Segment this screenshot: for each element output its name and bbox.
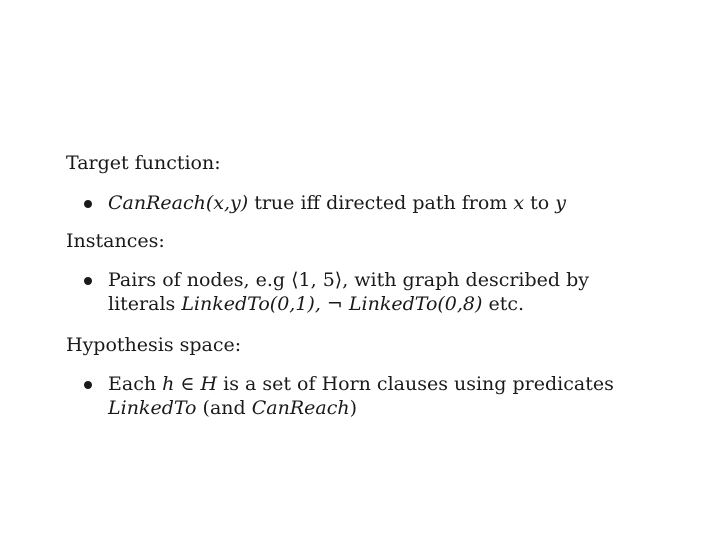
bullet-line — [108, 191, 566, 215]
section-heading-target-function: Target function: — [66, 152, 221, 174]
bullet-text — [108, 372, 614, 420]
bullet-line — [108, 396, 614, 420]
italic-term: CanReach(x,y) — [108, 192, 249, 214]
italic-term: LinkedTo — [108, 397, 197, 419]
italic-term: h — [162, 373, 175, 395]
italic-term: x — [513, 192, 525, 214]
italic-term: LinkedTo(0,1), — [181, 293, 321, 315]
text-run: literals — [108, 293, 182, 315]
italic-term: LinkedTo(0,8) — [348, 293, 483, 315]
text-run: true iff directed path from — [248, 192, 514, 214]
text-run: (and — [196, 397, 252, 419]
italic-term: H — [200, 373, 218, 395]
italic-term: y — [555, 192, 566, 214]
text-run: Pairs of nodes, e.g ⟨1, 5⟩, with graph described by — [108, 269, 590, 291]
bullet-icon — [84, 200, 92, 208]
text-run: ¬ — [320, 293, 349, 315]
text-run: etc. — [482, 293, 525, 315]
section-heading-instances: Instances: — [66, 230, 165, 252]
bullet-text — [108, 268, 589, 316]
text-run: ) — [349, 397, 357, 419]
bullet-text — [108, 191, 566, 215]
bullet-line — [108, 292, 589, 316]
section-heading-hypothesis-space: Hypothesis space: — [66, 334, 242, 356]
bullet-icon — [84, 381, 92, 389]
bullet-line — [108, 268, 589, 292]
text-run: to — [524, 192, 556, 214]
bullet-line — [108, 372, 614, 396]
bullet-icon — [84, 277, 92, 285]
text-run: Each — [108, 373, 163, 395]
text-run: is a set of Horn clauses using predicates — [217, 373, 614, 395]
italic-term: CanReach — [251, 397, 350, 419]
text-run: ∈ — [174, 373, 201, 395]
